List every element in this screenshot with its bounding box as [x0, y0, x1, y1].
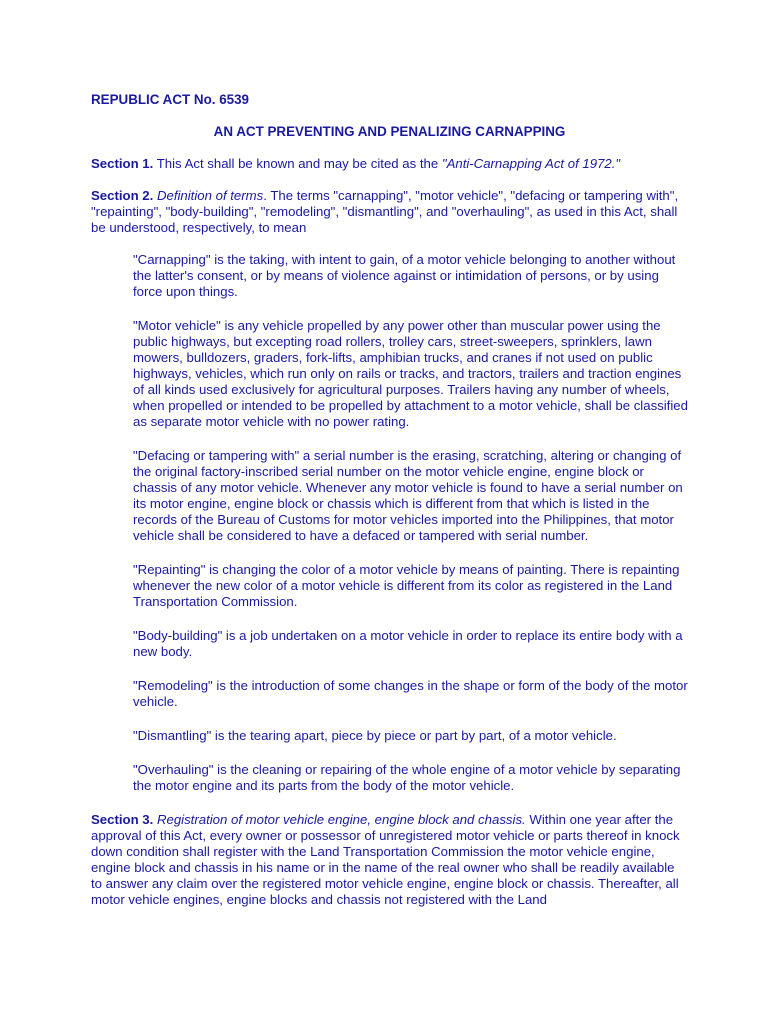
- definition-defacing: "Defacing or tampering with" a serial number is the erasing, scratching, altering or changing of the original factory-inscribed serial number on the motor vehicle engine, engine block or chassis of any motor vehicle. Whenever any motor vehicle is found to have a serial number on its motor engine, engine block or chassis which is different from that which is listed in the records of the Bureau of Customs for motor vehicles imported into the Philippines, that motor vehicle shall be considered to have a defaced or tampered with serial number.: [133, 448, 683, 543]
- section-1-short-title: "Anti-Carnapping Act of 1972.": [441, 156, 621, 171]
- section-3: [91, 812, 688, 908]
- section-2-heading: Definition of terms: [156, 188, 264, 203]
- definition-dismantling: "Dismantling" is the tearing apart, piece by piece or part by part, of a motor vehicle.: [133, 728, 617, 743]
- section-1: [91, 156, 688, 172]
- section-1-text: This Act shall be known and may be cited as the: [153, 156, 442, 171]
- section-2-text: . The terms "carnapping", "motor vehicle", "defacing or tampering with", "repainting", "body-building", "remodeling", "dismantling", and "overhauling", as used in this Act, shall be understood, respectively, to mean: [91, 188, 679, 235]
- section-2-label: Section 2.: [91, 188, 154, 203]
- act-number: REPUBLIC ACT No. 6539: [91, 92, 249, 107]
- section-3-label: Section 3.: [91, 812, 154, 827]
- definition-motor-vehicle: "Motor vehicle" is any vehicle propelled by any power other than muscular power using the public highways, but excepting road rollers, trolley cars, street-sweepers, sprinklers, lawn mowers, bulldozers, graders, fork-lifts, amphibian trucks, and cranes if not used on public highways, vehicles, which run only on rails or tracks, and tractors, trailers and traction engines of all kinds used exclusively for agricultural purposes. Trailers having any number of wheels, when propelled or intended to be propelled by attachment to a motor vehicle, shall be classified as separate motor vehicle with no power rating.: [133, 318, 688, 429]
- act-title: AN ACT PREVENTING AND PENALIZING CARNAPPING: [213, 124, 566, 139]
- definition-remodeling: "Remodeling" is the introduction of some changes in the shape or form of the body of the motor vehicle.: [133, 678, 688, 709]
- section-3-heading: Registration of motor vehicle engine, engine block and chassis.: [156, 812, 526, 827]
- section-2: [91, 188, 688, 236]
- definition-repainting: "Repainting" is changing the color of a motor vehicle by means of painting. There is repainting whenever the new color of a motor vehicle is different from its color as registered in the Land Transportation Commission.: [133, 562, 680, 609]
- definition-carnapping: "Carnapping" is the taking, with intent to gain, of a motor vehicle belonging to another without the latter's consent, or by means of violence against or intimidation of persons, or by using force upon things.: [133, 252, 676, 299]
- definitions-list: [91, 252, 688, 794]
- section-1-label: Section 1.: [91, 156, 154, 171]
- definition-body-building: "Body-building" is a job undertaken on a motor vehicle in order to replace its entire body with a new body.: [133, 628, 683, 659]
- section-3-text: Within one year after the approval of this Act, every owner or possessor of unregistered motor vehicle or parts thereof in knock down condition shall register with the Land Transportation Commission the motor vehicle engine, engine block and chassis in his name or in the name of the real owner who shall be readily available to answer any claim over the registered motor vehicle engine, engine block or chassis. Thereafter, all motor vehicle engines, engine blocks and chassis not registered with the Land: [91, 812, 680, 907]
- definition-overhauling: "Overhauling" is the cleaning or repairing of the whole engine of a motor vehicle by separating the motor engine and its parts from the body of the motor vehicle.: [133, 762, 681, 793]
